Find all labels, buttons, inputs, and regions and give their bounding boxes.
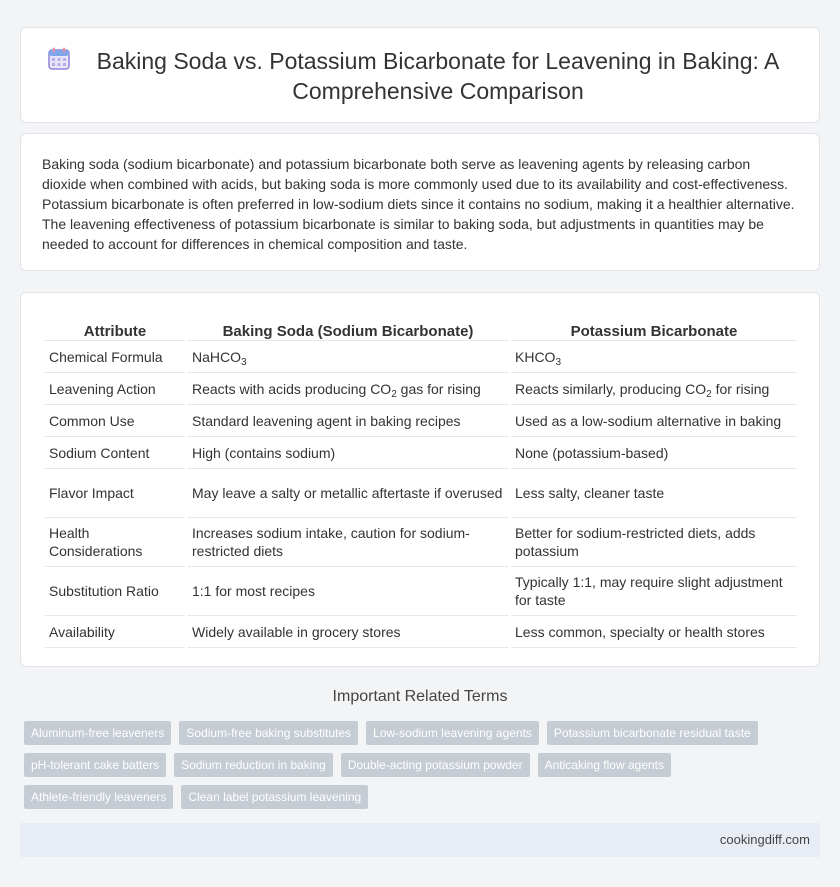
- related-terms-title: Important Related Terms: [332, 688, 508, 705]
- table-row: [45, 469, 797, 518]
- calendar-icon: [47, 46, 71, 72]
- intro-paragraph: Baking soda (sodium bicarbonate) and potassium bicarbonate both serve as leavening agents by releasing carbon dioxide when combined with acids, but baking soda is more commonly used due to its availability and cost-effectiveness. Potassium bicarbonate is often preferred in low-sodium diets since it contains no sodium, making it a healthier alternative. The leavening effectiveness of potassium bicarbonate is similar to baking soda, but adjustments in quantities may be needed to account for differences in chemical composition and taste.: [42, 156, 795, 252]
- soda-cell: Increases sodium intake, caution for sodium-restricted diets: [188, 518, 508, 567]
- cell-text: Reacts with acids producing CO: [192, 380, 392, 397]
- soda-cell: High (contains sodium): [188, 437, 508, 469]
- subscript: 2: [706, 388, 712, 400]
- attribute-cell: Substitution Ratio: [45, 567, 185, 616]
- attribute-cell: Chemical Formula: [45, 341, 185, 373]
- potassium-cell: Less salty, cleaner taste: [511, 469, 797, 518]
- header-attribute: Attribute: [45, 317, 185, 341]
- tag-row: [24, 721, 824, 745]
- potassium-cell: None (potassium-based): [511, 437, 797, 469]
- attribute-cell: Leavening Action: [45, 373, 185, 405]
- soda-cell: [188, 373, 508, 405]
- formula-text: NaHCO: [192, 348, 242, 365]
- potassium-cell: [511, 373, 797, 405]
- table-card: [20, 292, 820, 667]
- footer-site[interactable]: cookingdiff.com: [719, 832, 810, 847]
- attribute-cell: Flavor Impact: [45, 469, 185, 518]
- title-wrap: [47, 46, 799, 106]
- tag-link[interactable]: Low-sodium leavening agents: [366, 721, 539, 745]
- tag-link[interactable]: pH-tolerant cake batters: [24, 753, 166, 777]
- tag-link[interactable]: Sodium reduction in baking: [174, 753, 333, 777]
- soda-cell: May leave a salty or metallic aftertaste if overused: [188, 469, 508, 518]
- table-row: [45, 437, 797, 469]
- attribute-cell: Availability: [45, 616, 185, 648]
- cell-text-suffix: for rising: [711, 380, 770, 397]
- table-row: [45, 616, 797, 648]
- header-potassium-bicarbonate: Potassium Bicarbonate: [511, 317, 797, 341]
- page-title: Baking Soda vs. Potassium Bicarbonate for Leavening in Baking: A Comprehensive Comparison: [96, 48, 780, 104]
- table-row: [45, 405, 797, 437]
- tag-link[interactable]: Potassium bicarbonate residual taste: [547, 721, 758, 745]
- soda-cell: 1:1 for most recipes: [188, 567, 508, 616]
- tag-link[interactable]: Sodium-free baking substitutes: [179, 721, 358, 745]
- potassium-cell: Less common, specialty or health stores: [511, 616, 797, 648]
- tag-link[interactable]: Athlete-friendly leaveners: [24, 785, 173, 809]
- attribute-cell: Common Use: [45, 405, 185, 437]
- attribute-cell: Health Considerations: [45, 518, 185, 567]
- header-baking-soda: Baking Soda (Sodium Bicarbonate): [188, 317, 508, 341]
- tag-link[interactable]: Double-acting potassium powder: [341, 753, 530, 777]
- table-header-row: [45, 317, 797, 341]
- soda-cell: Standard leavening agent in baking recipes: [188, 405, 508, 437]
- soda-cell: [188, 341, 508, 373]
- subscript: 3: [241, 356, 247, 368]
- tag-row: [24, 785, 824, 809]
- potassium-cell: [511, 341, 797, 373]
- table-row: [45, 341, 797, 373]
- tag-link[interactable]: Anticaking flow agents: [538, 753, 671, 777]
- cell-text-suffix: gas for rising: [396, 380, 481, 397]
- related-tags: [24, 721, 824, 817]
- potassium-cell: Better for sodium-restricted diets, adds potassium: [511, 518, 797, 567]
- table-row: [45, 567, 797, 616]
- subscript: 3: [555, 356, 562, 368]
- tag-link[interactable]: Clean label potassium leavening: [181, 785, 368, 809]
- comparison-table: [42, 317, 800, 648]
- soda-cell: Widely available in grocery stores: [188, 616, 508, 648]
- subscript: 2: [391, 388, 397, 400]
- intro-card: [20, 133, 820, 271]
- potassium-cell: Used as a low-sodium alternative in baking: [511, 405, 797, 437]
- table-row: [45, 373, 797, 405]
- cell-text: Reacts similarly, producing CO: [515, 380, 707, 397]
- attribute-cell: Sodium Content: [45, 437, 185, 469]
- table-row: [45, 518, 797, 567]
- tag-row: [24, 753, 824, 777]
- potassium-cell: Typically 1:1, may require slight adjustment for taste: [511, 567, 797, 616]
- footer: [20, 823, 820, 857]
- formula-text: KHCO: [515, 348, 556, 365]
- tag-link[interactable]: Aluminum-free leaveners: [24, 721, 171, 745]
- header-card: [20, 27, 820, 123]
